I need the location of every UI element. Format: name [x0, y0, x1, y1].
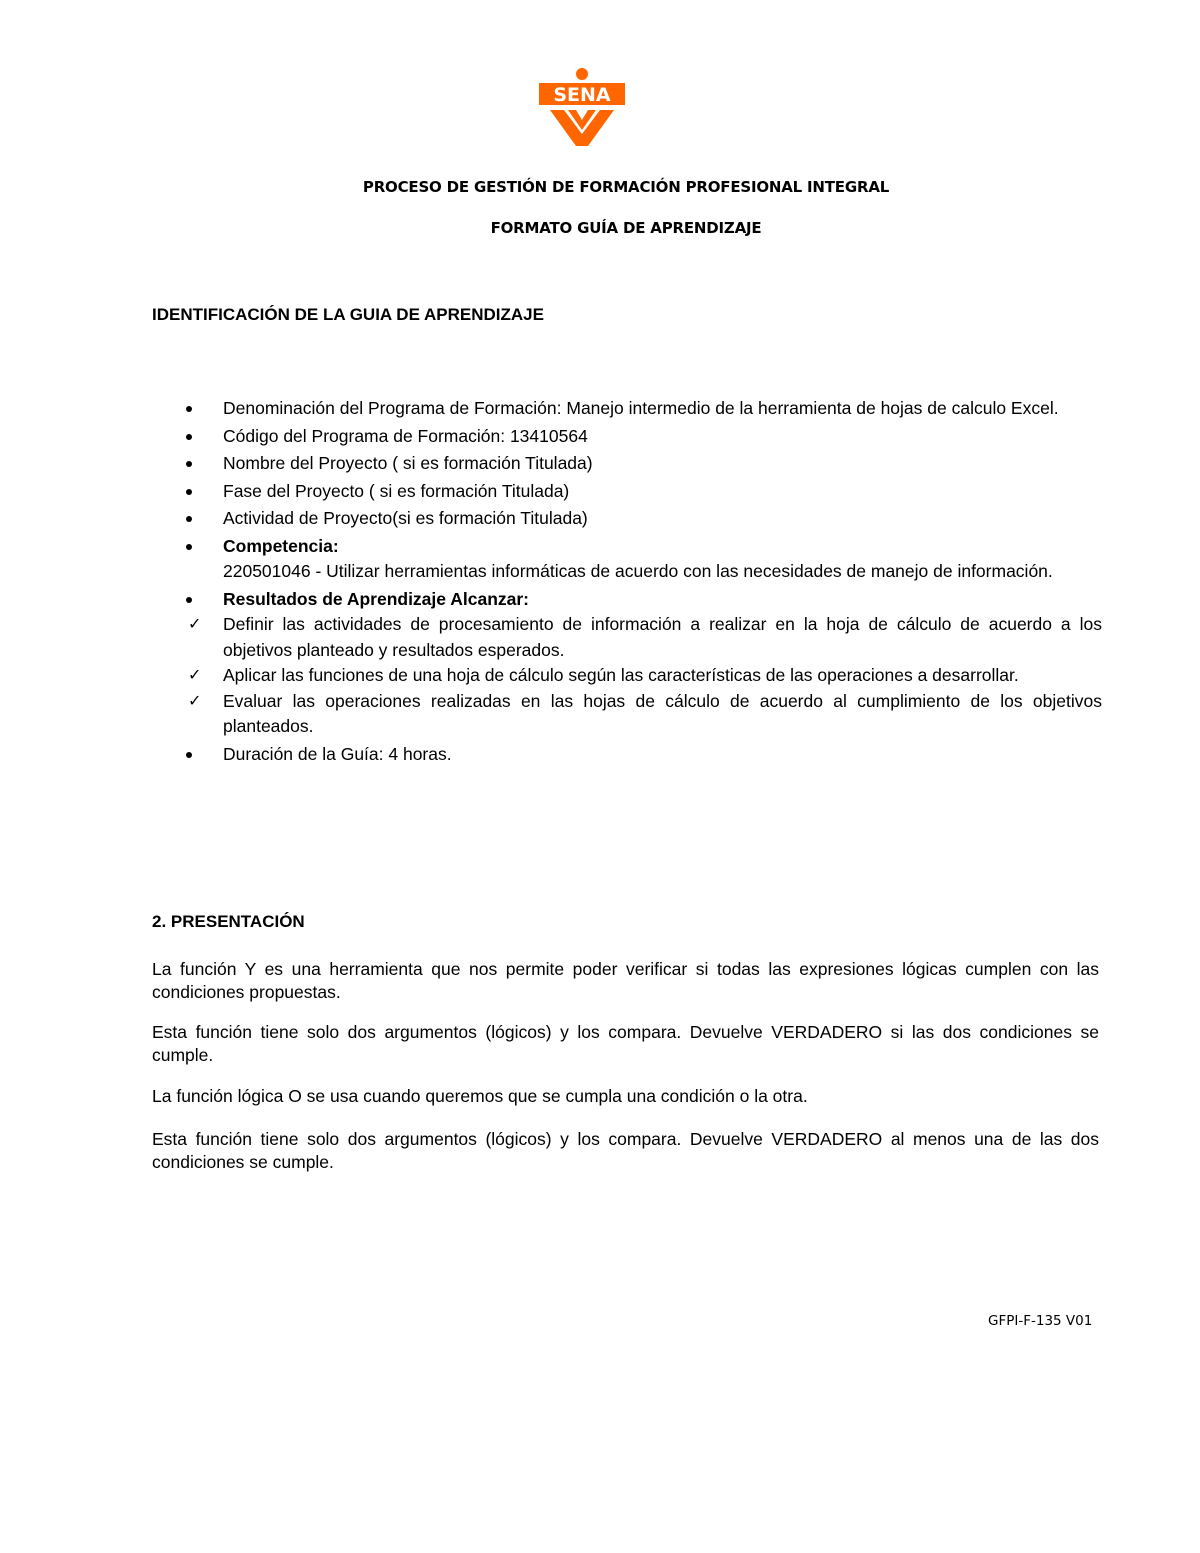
list-item-project-phase: Fase del Proyecto ( si es formación Titulada) — [152, 479, 1102, 505]
presentation-paragraph: Esta función tiene solo dos argumentos (lógicos) y los compara. Devuelve VERDADERO al menos una de las dos condiciones se cumple. — [152, 1129, 1099, 1172]
document-format-title: FORMATO GUÍA DE APRENDIZAJE — [490, 219, 762, 237]
document-process-title: PROCESO DE GESTIÓN DE FORMACIÓN PROFESIONAL INTEGRAL — [362, 178, 890, 196]
resultado-text: Aplicar las funciones de una hoja de cálculo según las características de las operaciones a desarrollar. — [223, 665, 1019, 685]
list-item-program-name: Denominación del Programa de Formación: Manejo intermedio de la herramienta de hojas de calculo Excel. — [152, 396, 1102, 422]
presentation-heading: 2. PRESENTACIÓN — [152, 912, 305, 931]
list-item-resultados — [152, 587, 1102, 740]
checkmark-icon: ✓ — [188, 692, 202, 710]
sena-logo — [536, 68, 628, 146]
identification-heading: IDENTIFICACIÓN DE LA GUIA DE APRENDIZAJE — [152, 305, 544, 324]
sena-logo-graphic — [536, 68, 628, 146]
logo-head — [576, 68, 588, 80]
footer-document-code: GFPI-F-135 V01 — [988, 1313, 1093, 1329]
presentation-paragraph: La función lógica O se usa cuando queremos que se cumpla una condición o la otra. — [152, 1086, 808, 1106]
resultados-label: Resultados de Aprendizaje Alcanzar: — [223, 588, 530, 609]
checkmark-icon: ✓ — [188, 667, 202, 684]
resultados-list — [188, 612, 1102, 740]
list-item-program-code: Código del Programa de Formación: 13410564 — [152, 424, 1102, 450]
identification-list — [152, 396, 1102, 769]
resultado-item — [153, 689, 1102, 740]
presentation-paragraph: La función Y es una herramienta que nos permite poder verificar si todas las expresiones lógicas cumplen con las condiciones propuestas. — [152, 959, 1099, 1002]
list-item-duracion: Duración de la Guía: 4 horas. — [152, 742, 1102, 768]
list-item-competencia — [152, 534, 1102, 585]
presentation-paragraph: Esta función tiene solo dos argumentos (lógicos) y los compara. Devuelve VERDADERO si las dos condiciones se cumple. — [152, 1022, 1099, 1065]
competencia-text: 220501046 - Utilizar herramientas informáticas de acuerdo con las necesidades de manejo de información. — [223, 561, 1053, 581]
logo-text: SENA — [553, 84, 611, 106]
list-item-project-activity: Actividad de Proyecto(si es formación Titulada) — [152, 506, 1102, 532]
checkmark-icon: ✓ — [188, 616, 202, 633]
resultado-item — [153, 663, 1102, 689]
competencia-label: Competencia: — [223, 535, 339, 556]
resultado-text: Definir las actividades de procesamiento de información a realizar en la hoja de cálculo de acuerdo a los objetivos planteado y resultados esperados. — [223, 614, 1102, 660]
list-item-project-name: Nombre del Proyecto ( si es formación Titulada) — [152, 451, 1102, 477]
resultado-text: Evaluar las operaciones realizadas en las hojas de cálculo de acuerdo al cumplimiento de los objetivos planteados. — [223, 690, 1102, 736]
resultado-item — [153, 612, 1102, 663]
